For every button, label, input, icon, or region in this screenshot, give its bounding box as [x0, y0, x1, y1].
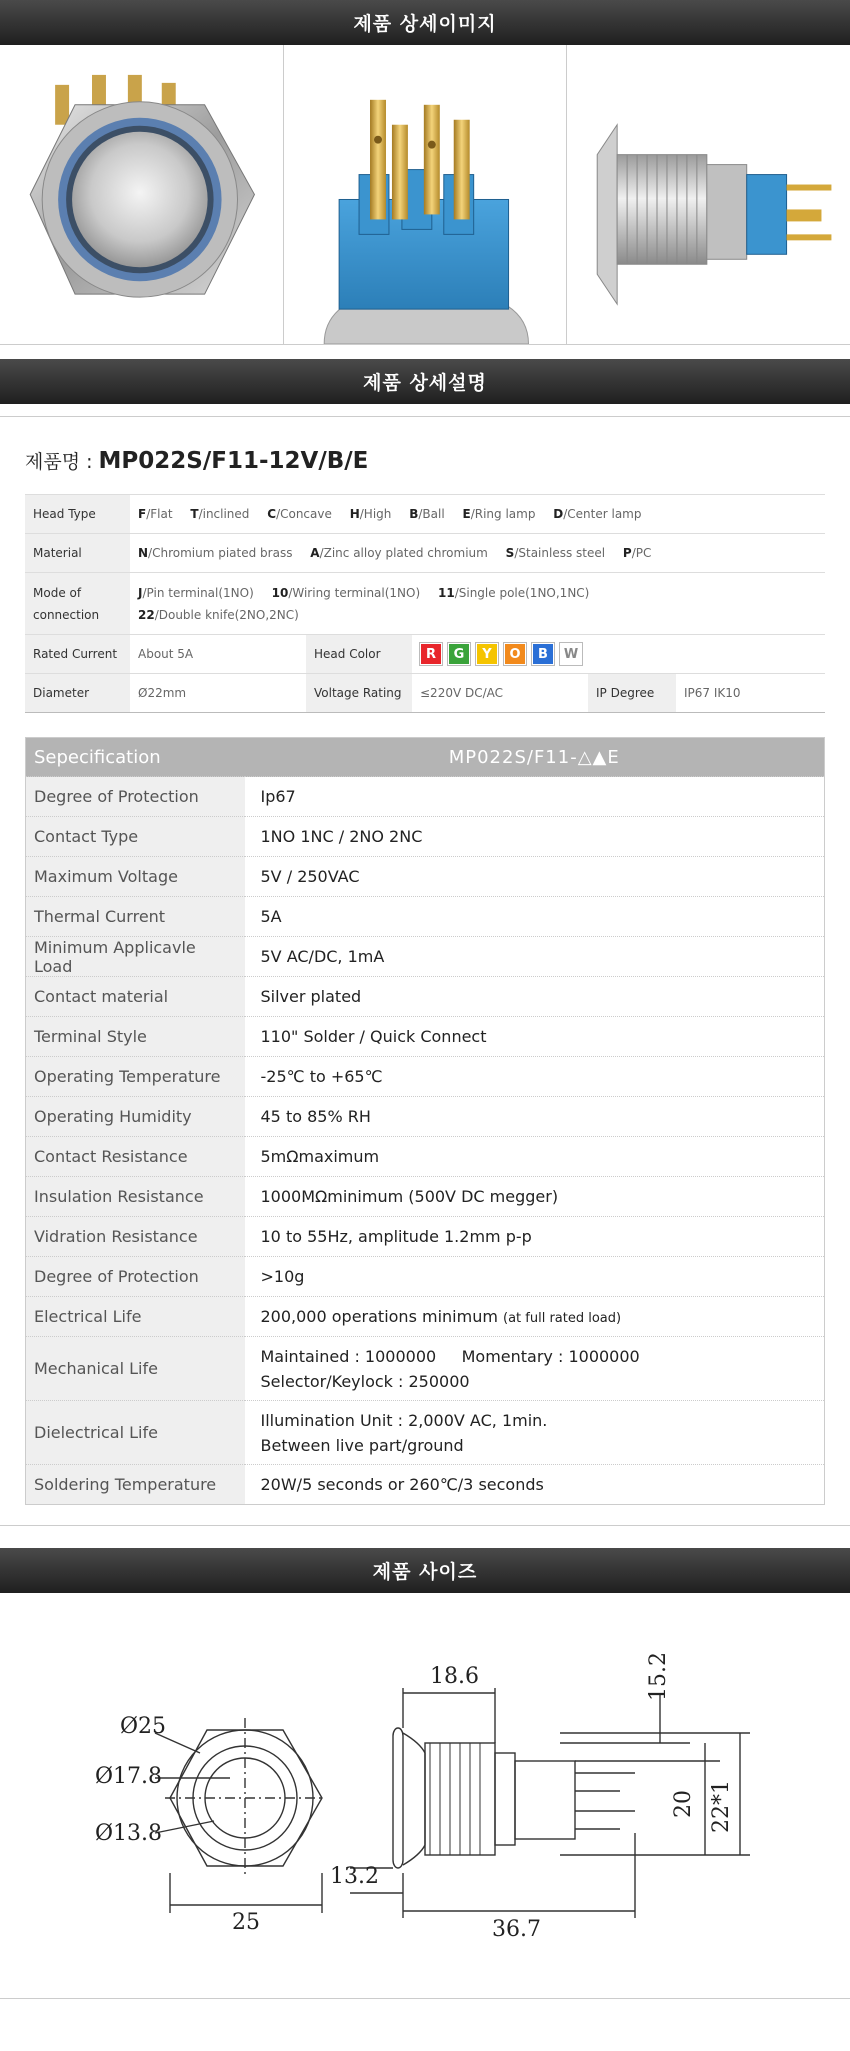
spec-row: Operating Humidity 45 to 85% RH — [26, 1097, 825, 1137]
material-label: Material — [25, 534, 130, 573]
head-type-values: F/Flat T/inclined C/Concave H/High B/Ball E/Ring lamp D/Center lamp — [130, 495, 825, 534]
connection-label: Mode of connection — [25, 573, 130, 635]
dim-bezel-height: 13.2 — [330, 1864, 379, 1889]
spec-row: Contact material Silver plated — [26, 977, 825, 1017]
photo-terminal-view — [284, 45, 568, 344]
spec-row: Degree of Protection >10g — [26, 1257, 825, 1297]
spec-header — [26, 738, 825, 777]
product-name-label: 제품명 : — [25, 451, 99, 473]
color-swatch-yellow: Y — [476, 643, 498, 665]
ip-value: IP67 IK10 — [676, 674, 825, 713]
voltage-label: Voltage Rating — [306, 674, 412, 713]
dim-terminal-height: 15.2 — [646, 1652, 671, 1701]
dim-body-length: 18.6 — [430, 1664, 479, 1689]
color-swatch-orange: O — [504, 643, 526, 665]
options-row-diameter — [25, 674, 825, 713]
color-swatch-red: R — [420, 643, 442, 665]
rated-current-label: Rated Current — [25, 635, 130, 674]
spec-row-soldering: Soldering Temperature 20W/5 seconds or 260℃/3 seconds — [26, 1465, 825, 1505]
dim-body-height: 20 — [671, 1790, 696, 1818]
spec-row: Minimum Applicavle Load 5V AC/DC, 1mA — [26, 937, 825, 977]
spec-table — [25, 737, 825, 1505]
side-bezel — [393, 1728, 403, 1868]
switch-terminal-image — [284, 45, 567, 344]
color-swatch-green: G — [448, 643, 470, 665]
head-color-label: Head Color — [306, 635, 412, 674]
spec-row-electrical-life: Electrical Life 200,000 operations minimum (at full rated load) — [26, 1297, 825, 1337]
section-title-description-text: 제품 상세설명 — [363, 372, 487, 394]
switch-side-image — [567, 45, 850, 344]
voltage-value: ≤220V DC/AC — [412, 674, 588, 713]
section-title-description — [0, 359, 850, 404]
options-row-head-type — [25, 495, 825, 534]
material-values: N/Chromium piated brass A/Zinc alloy plated chromium S/Stainless steel P/PC — [130, 534, 825, 573]
dimension-drawing — [0, 1593, 850, 1999]
spec-row: Operating Temperature -25℃ to +65℃ — [26, 1057, 825, 1097]
spec-row: Degree of Protection Ip67 — [26, 777, 825, 817]
options-row-material — [25, 534, 825, 573]
section-title-size — [0, 1548, 850, 1593]
product-name — [25, 447, 825, 474]
diameter-value: Ø22mm — [130, 674, 306, 713]
section-title-size-text: 제품 사이즈 — [372, 1561, 478, 1583]
spec-header-left: Sepecification — [26, 738, 245, 777]
dim-mount-hole: 22*1 — [709, 1780, 734, 1833]
section-title-images — [0, 0, 850, 45]
spec-row: Thermal Current 5A — [26, 897, 825, 937]
diameter-label: Diameter — [25, 674, 130, 713]
spec-row: Insulation Resistance 1000MΩminimum (500V DC megger) — [26, 1177, 825, 1217]
description-panel — [0, 416, 850, 1526]
spec-row: Contact Type 1NO 1NC / 2NO 2NC — [26, 817, 825, 857]
color-swatch-blue: B — [532, 643, 554, 665]
ip-label: IP Degree — [588, 674, 676, 713]
section-title-images-text: 제품 상세이미지 — [353, 13, 497, 35]
product-photos — [0, 45, 850, 345]
dim-mid-diameter: Ø17.8 — [95, 1764, 163, 1789]
connection-values: J/Pin terminal(1NO) 10/Wiring terminal(1NO) 11/Single pole(1NO,1NC) 22/Double knife(2NO,2NC) — [130, 573, 825, 635]
dim-front-width: 25 — [232, 1910, 260, 1935]
spec-row: Maximum Voltage 5V / 250VAC — [26, 857, 825, 897]
options-row-current-color — [25, 635, 825, 674]
options-table — [25, 494, 825, 713]
dimension-drawing-svg — [0, 1593, 850, 1999]
spec-row-dielectrical-life: Dielectrical Life Illumination Unit : 2,000V AC, 1min. Between live part/ground — [26, 1401, 825, 1465]
head-type-label: Head Type — [25, 495, 130, 534]
switch-front-image — [0, 45, 283, 344]
color-swatch-white: W — [560, 643, 582, 665]
options-row-connection — [25, 573, 825, 635]
spec-row: Vidration Resistance 10 to 55Hz, amplitude 1.2mm p-p — [26, 1217, 825, 1257]
head-color-swatches — [412, 635, 825, 674]
spec-header-right: MP022S/F11-△▲E — [245, 738, 825, 777]
spec-row: Terminal Style 110" Solder / Quick Connect — [26, 1017, 825, 1057]
photo-front-view — [0, 45, 284, 344]
rated-current-value: About 5A — [130, 635, 306, 674]
spec-row: Contact Resistance 5mΩmaximum — [26, 1137, 825, 1177]
dim-inner-diameter: Ø13.8 — [95, 1821, 163, 1846]
dim-outer-diameter: Ø25 — [120, 1714, 167, 1739]
spec-row-mechanical-life: Mechanical Life Maintained : 1000000 Momentary : 1000000 Selector/Keylock : 250000 — [26, 1337, 825, 1401]
size-section — [0, 1548, 850, 1999]
photo-side-view — [567, 45, 850, 344]
dim-total-length: 36.7 — [492, 1917, 541, 1942]
product-model: MP022S/F11-12V/B/E — [98, 448, 369, 474]
